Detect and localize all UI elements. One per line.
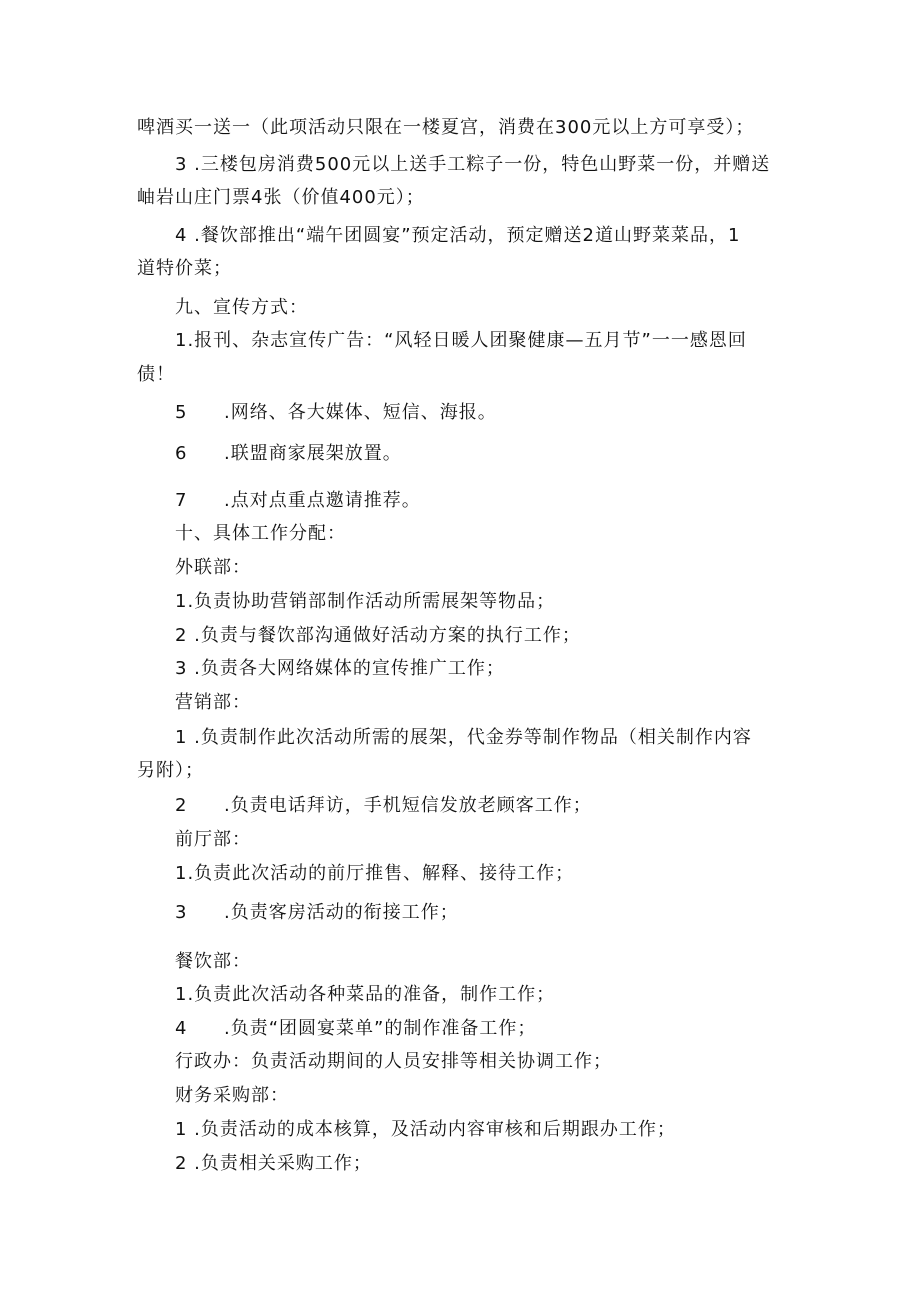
section-heading: 十、具体工作分配：	[175, 523, 346, 544]
list-item: .网络、各大媒体、短信、海报。	[224, 402, 497, 423]
list-item: 1 .负责制作此次活动所需的展架，代金券等制作物品（相关制作内容	[175, 727, 752, 748]
list-number: 3	[175, 902, 187, 923]
list-item: 1.负责协助营销部制作活动所需展架等物品；	[175, 591, 556, 612]
department-heading: 财务采购部：	[175, 1085, 289, 1106]
list-item: .负责客房活动的衔接工作；	[224, 902, 459, 923]
text-line: 3 .三楼包房消费500元以上送手工粽子一份，特色山野菜一份，并赠送	[175, 154, 771, 175]
list-number: 5	[175, 402, 187, 423]
list-item: 1 .负责活动的成本核算，及活动内容审核和后期跟办工作；	[175, 1119, 676, 1140]
list-number: 4	[175, 1018, 187, 1039]
department-heading: 外联部：	[175, 557, 251, 578]
department-heading: 营销部：	[175, 692, 251, 713]
list-item: .负责电话拜访，手机短信发放老顾客工作；	[224, 795, 592, 816]
list-item: .联盟商家展架放置。	[224, 443, 402, 464]
text-line: 4 .餐饮部推出“端午团圆宴”预定活动，预定赠送2道山野菜菜品，1	[175, 225, 741, 246]
text-line: 岫岩山庄门票4张（价值400元）；	[137, 187, 425, 208]
department-heading: 餐饮部：	[175, 951, 251, 972]
list-item: .负责“团圆宴菜单”的制作准备工作；	[224, 1018, 537, 1039]
department-heading: 前厅部：	[175, 829, 251, 850]
text-line: 行政办：负责活动期间的人员安排等相关协调工作；	[175, 1051, 612, 1072]
text-line: 啤酒买一送一（此项活动只限在一楼夏宫，消费在300元以上方可享受）；	[137, 117, 755, 138]
list-item: 1.负责此次活动的前厅推售、解释、接待工作；	[175, 863, 575, 884]
text-line: 另附）；	[137, 760, 204, 781]
text-line: 债！	[137, 364, 175, 385]
list-item: 2 .负责相关采购工作；	[175, 1153, 372, 1174]
list-item: 3 .负责各大网络媒体的宣传推广工作；	[175, 658, 505, 679]
list-item: 1.负责此次活动各种菜品的准备，制作工作；	[175, 984, 556, 1005]
list-item: .点对点重点邀请推荐。	[224, 490, 421, 511]
list-number: 6	[175, 443, 187, 464]
text-line: 道特价菜；	[137, 258, 232, 279]
list-item: 2 .负责与餐饮部沟通做好活动方案的执行工作；	[175, 625, 581, 646]
list-number: 7	[175, 490, 187, 511]
section-heading: 九、宣传方式：	[175, 297, 308, 318]
list-number: 2	[175, 795, 187, 816]
text-line: 1.报刊、杂志宣传广告：“风轻日暖人团聚健康—五月节”一一感恩回	[175, 330, 747, 351]
